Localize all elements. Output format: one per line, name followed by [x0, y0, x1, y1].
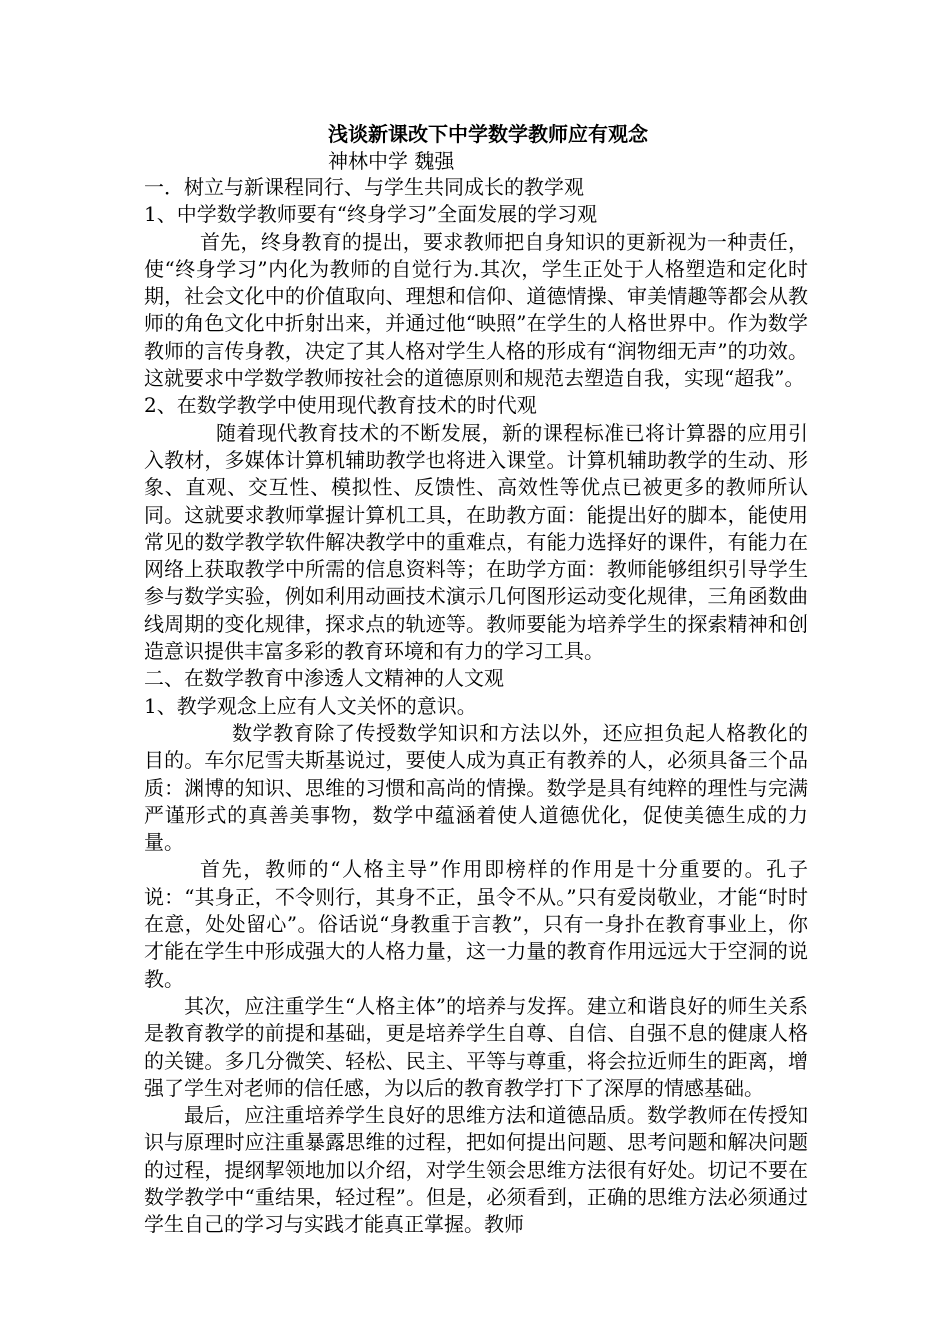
document-title: 浅谈新课改下中学数学教师应有观念	[328, 122, 648, 146]
subsection-2-1-paragraph-1: 数学教育除了传授数学知识和方法以外，还应担负起人格教化的目的。车尔尼雪夫斯基说过，要使人成为真正有教养的人，必须具备三个品质：渊博的知识、思维的习惯和高尚的情操。数学是具有纯粹的理性与完满严谨形式的真善美事物，数学中蕴涵着使人道德优化，促使美德生成的力量。	[144, 720, 808, 855]
subsection-2-1-paragraph-2: 首先，教师的“人格主导”作用即榜样的作用是十分重要的。孔子说：“其身正，不令则行，其身不正，虽令不从。”只有爱岗敬业，才能“时时在意，处处留心”。俗话说“身教重于言教”，只有一身扑在教育事业上，你才能在学生中形成强大的人格力量，这一力量的教育作用远远大于空洞的说教。	[144, 857, 808, 991]
subsection-2-1-paragraph-4: 最后，应注重培养学生良好的思维方法和道德品质。数学教师在传授知识与原理时应注重暴露思维的过程，把如何提出问题、思考问题和解决问题的过程，提纲挈领地加以介绍，对学生领会思维方法很有好处。切记不要在数学教学中“重结果，轻过程”。但是，必须看到，正确的思维方法必须通过学生自己的学习与实践才能真正掌握。教师	[144, 1103, 808, 1237]
subsection-2-1-heading: 1、教学观念上应有人文关怀的意识。	[144, 693, 477, 718]
subsection-2-1-paragraph-3: 其次，应注重学生“人格主体”的培养与发挥。建立和谐良好的师生关系是教育教学的前提和基础，更是培养学生自尊、自信、自强不息的健康人格的关键。多几分微笑、轻松、民主、平等与尊重，将会拉近师生的距离，增强了学生对老师的信任感，为以后的教育教学打下了深厚的情感基础。	[144, 993, 808, 1100]
subsection-1-1-heading: 1、中学数学教师要有“终身学习”全面发展的学习观	[144, 202, 598, 227]
document-author: 神林中学 魏强	[328, 149, 455, 173]
subsection-1-2-paragraph: 随着现代教育技术的不断发展，新的课程标准已将计算器的应用引入教材，多媒体计算机辅助教学也将进入课堂。计算机辅助教学的生动、形象、直观、交互性、模拟性、反馈性、高效性等优点已被更多的教师所认同。这就要求教师掌握计算机工具，在助教方面：能提出好的脚本，能使用常见的数学教学软件解决教学中的重难点，有能力选择好的课件，有能力在网络上获取教学中所需的信息资料等；在助学方面：教师能够组织引导学生参与数学实验，例如利用动画技术演示几何图形运动变化规律，三角函数曲线周期的变化规律，探求点的轨迹等。教师要能为培养学生的探索精神和创造意识提供丰富多彩的教育环境和有力的学习工具。	[144, 420, 808, 664]
subsection-1-2-heading: 2、在数学教学中使用现代教育技术的时代观	[144, 393, 537, 418]
document-body	[144, 120, 808, 1239]
subsection-1-1-paragraph: 首先，终身教育的提出，要求教师把自身知识的更新视为一种责任，使“终身学习”内化为教师的自觉行为.其次，学生正处于人格塑造和定化时期，社会文化中的价值取向、理想和信仰、道德情操、审美情趣等都会从教师的角色文化中折射出来，并通过他“映照”在学生的人格世界中。作为数学教师的言传身教，决定了其人格对学生人格的形成有“润物细无声”的功效。这就要求中学数学教师按社会的道德原则和规范去塑造自我，实现“超我”。	[144, 229, 808, 391]
section-1-heading: 一．树立与新课程同行、与学生共同成长的教学观	[144, 175, 584, 199]
section-2-heading: 二、在数学教育中渗透人文精神的人文观	[144, 666, 504, 691]
